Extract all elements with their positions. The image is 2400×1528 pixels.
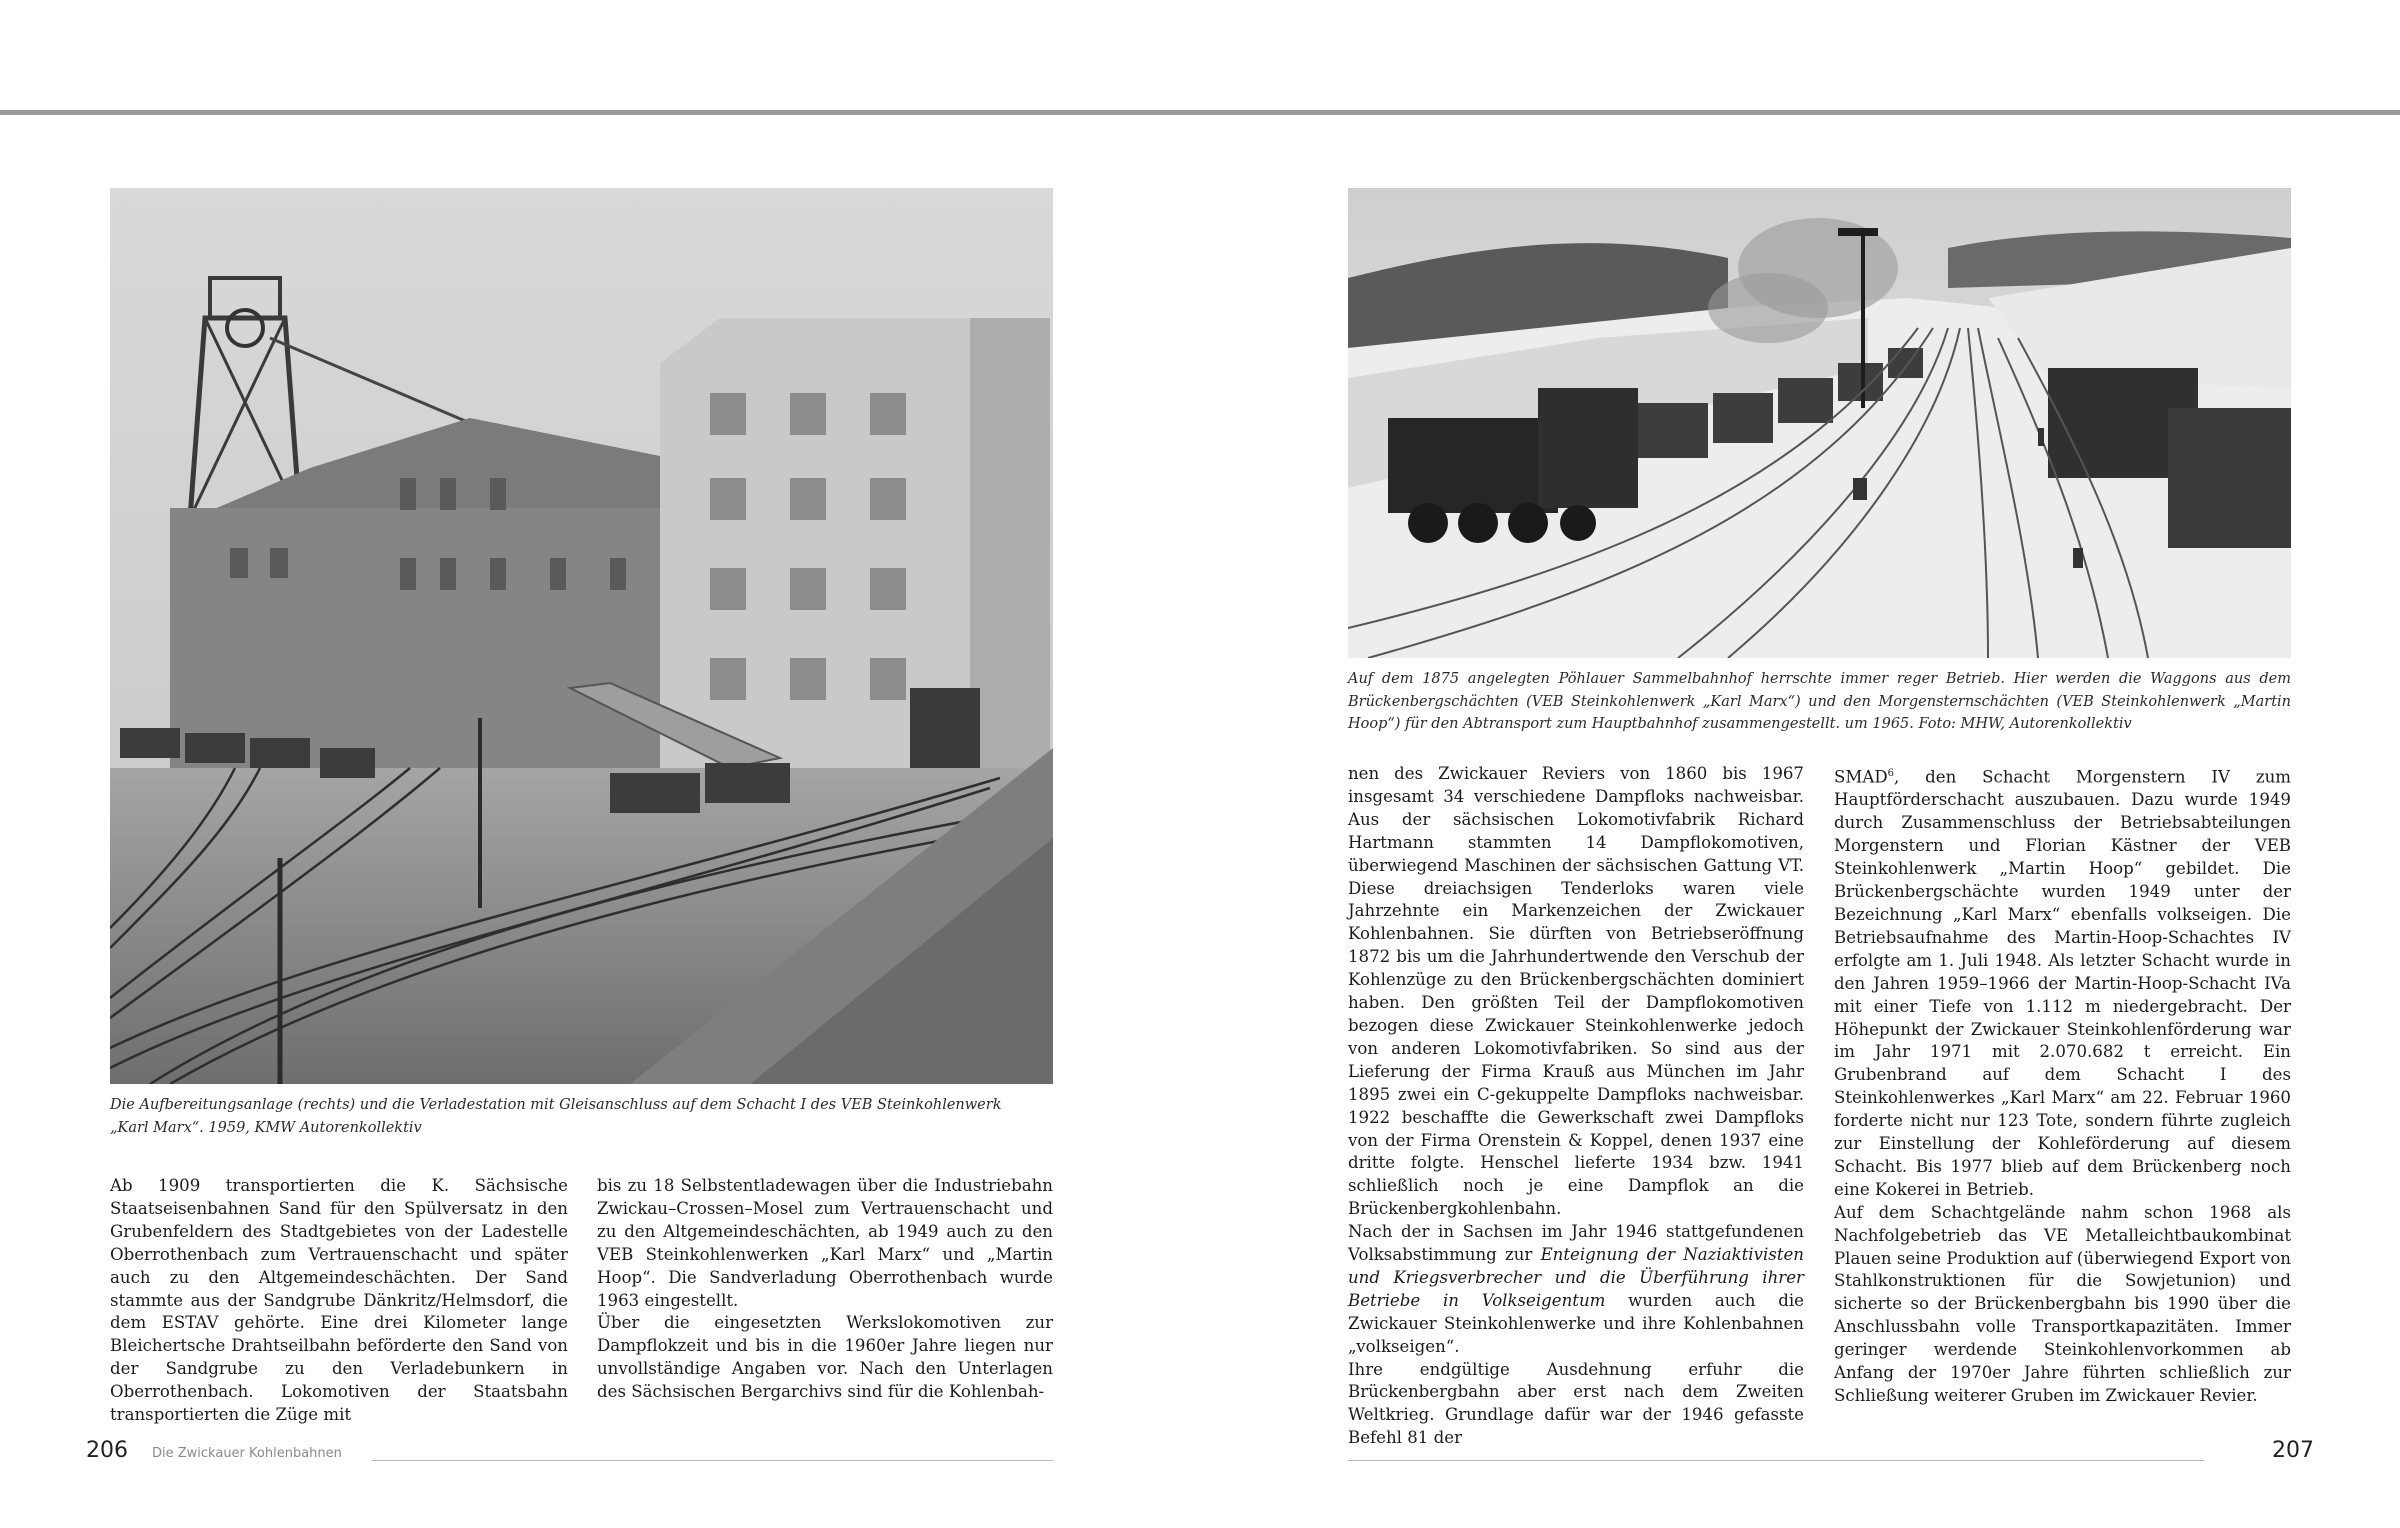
- photo-winter-rail-yard: [1348, 188, 2291, 658]
- footnote-marker: 6: [1887, 768, 1895, 779]
- caption-left-line2: „Karl Marx“. 1959, KMW Autorenkollektiv: [110, 1119, 422, 1136]
- photo-mine-processing-plant: [110, 188, 1053, 1084]
- col3-p2-italic: Enteignung der Naziaktivisten und Kriegsverbrecher und die Überführung ihrer Betriebe in Volkseigentum: [1348, 1245, 1804, 1310]
- col4-p1-smad: SMAD: [1834, 767, 1888, 787]
- photo-caption-right: Auf dem 1875 angelegten Pöhlauer Sammelbahnhof herrschte immer reger Betrieb. Hier werden die Waggons aus dem Brückenbergschächten (VEB Steinkohlenwerk „Karl Marx“) und den Morgensternschächten (VEB Steinkohlenwerk „Martin Hoop“) für den Abtransport zum Hauptbahnhof zusammengestellt. um 1965. Foto: MHW, Autorenkollektiv: [1348, 671, 2291, 732]
- top-bar: [0, 0, 2400, 115]
- running-title: Die Zwickauer Kohlenbahnen: [152, 1446, 342, 1461]
- caption-left-line1: Die Aufbereitungsanlage (rechts) und die Verladestation mit Gleisanschluss auf dem Schacht I des VEB Steinkohlenwerk: [110, 1097, 1002, 1113]
- col4-p1-rest: , den Schacht Morgenstern IV zum Hauptförderschacht auszubauen. Dazu wurde 1949 durch Zusammenschluss der Betriebsabteilungen Morgenstern und Florian Kästner der VEB Steinkohlenwerk „Martin Hoop“ gebildet. Die Brückenbergschächte wurden 1949 unter der Bezeichnung „Karl Marx“ ebenfalls volkseigen. Die Betriebsaufnahme des Martin-Hoop-Schachtes IV erfolgte am 1. Juli 1948. Als letzter Schacht wurde in den Jahren 1959–1966 der Martin-Hoop-Schacht IVa mit einer Tiefe von 1.112 m niedergebracht. Der Höhepunkt der Zwickauer Steinkohlenförderung war im Jahr 1971 mit 2.070.682 t erreicht. Ein Grubenbrand auf dem Schacht I des Steinkohlenwerkes „Karl Marx“ am 22. Februar 1960 forderte nicht nur 123 Tote, sondern führte zugleich zur Einstellung der Kohleförderung auf diesem Schacht. Bis 1977 blieb auf dem Brückenberg noch eine Kokerei in Betrieb.: [1834, 767, 2291, 1199]
- footer-rule-right: [1348, 1460, 2204, 1461]
- paragraph-col3-3: Ihre endgültige Ausdehnung erfuhr die Brückenbergbahn aber erst nach dem Zweiten Weltkrieg. Grundlage dafür war der 1946 gefasste Befehl 81 der: [1348, 1359, 1804, 1448]
- text-column-4: [1834, 763, 2291, 1408]
- photo-caption-left: [110, 1094, 1053, 1139]
- paragraph-col4-2: Auf dem Schachtgelände nahm schon 1968 als Nachfolgebetrieb das VE Metalleichtbaukombinat Plauen seine Produktion auf (überwiegend Export von Stahlkonstruktionen für die Sowjetunion) und sicherte so der Brückenbergbahn bis 1990 über die Anschlussbahn volle Transportkapazitäten. Immer geringer werdende Steinkohlenvorkommen ab Anfang der 1970er Jahre führten schließlich zur Schließung weiterer Gruben im Zwickauer Revier.: [1834, 1202, 2291, 1405]
- text-column-1: [110, 1175, 568, 1427]
- paragraph-col2-1: bis zu 18 Selbstentladewagen über die Industriebahn Zwickau–Crossen–Mosel zum Vertrauenschacht und zu den Altgemeindeschächten, ab 1949 auch zu den VEB Steinkohlenwerken „Karl Marx“ und „Martin Hoop“. Die Sandverladung Oberrothenbach wurde 1963 eingestellt.: [597, 1176, 1053, 1310]
- page-number-right: 207: [2272, 1438, 2314, 1463]
- col3-p2-end: wurden auch die Zwickauer Steinkohlenwerke und ihre Kohlenbahnen „volkseigen“.: [1348, 1290, 1804, 1356]
- text-column-2: [597, 1175, 1053, 1404]
- text-column-3: [1348, 763, 1804, 1450]
- page-number-left: 206: [86, 1438, 128, 1463]
- railyard-photo-illustration: [1348, 188, 2291, 658]
- col3-p2-start: Nach der in Sachsen im Jahr 1946 stattgefundenen Volksabstimmung zur: [1348, 1222, 1804, 1265]
- footer-rule-left: [372, 1460, 1053, 1461]
- paragraph-col2-2: Über die eingesetzten Werkslokomotiven zur Dampflokzeit und bis in die 1960er Jahre liegen nur unvollständige Angaben vor. Nach den Unterlagen des Sächsischen Bergarchivs sind für die Kohlenbah-: [597, 1313, 1053, 1402]
- paragraph-col4-1: [1834, 763, 2291, 1202]
- paragraph-col3-1: nen des Zwickauer Reviers von 1860 bis 1967 insgesamt 34 verschiedene Dampfloks nachweisbar. Aus der sächsischen Lokomotivfabrik Richard Hartmann stammten 14 Dampflokomotiven, überwiegend Maschinen der sächsischen Gattung VT. Diese dreiachsigen Tenderloks waren viele Jahrzehnte ein Markenzeichen der Zwickauer Kohlenbahnen. Sie dürften von Betriebseröffnung 1872 bis um die Jahrhundertwende den Verschub der Kohlenzüge zu den Brückenbergschächten dominiert haben. Den größten Teil der Dampflokomotiven bezogen diese Zwickauer Steinkohlenwerke jedoch von anderen Lokomotivfabriken. So sind aus der Lieferung der Firma Krauß aus München im Jahr 1895 zwei ein C-gekuppelte Dampfloks nachweisbar. 1922 beschaffte die Gewerkschaft zwei Dampfloks von der Firma Orenstein & Koppel, denen 1937 eine dritte folgte. Henschel lieferte 1934 bzw. 1941 schließlich noch je eine Dampflok an die Brückenbergkohlenbahn.: [1348, 764, 1804, 1219]
- mine-photo-illustration: [110, 188, 1053, 1084]
- paragraph-col3-2: [1348, 1221, 1804, 1358]
- paragraph-col1: Ab 1909 transportierten die K. Sächsische Staatseisenbahnen Sand für den Spülversatz in den Grubenfeldern des Stadtgebietes von der Ladestelle Oberrothenbach zum Vertrauenschacht und später auch zu den Altgemeindeschächten. Der Sand stammte aus der Sandgrube Dänkritz/Helmsdorf, die dem ESTAV gehörte. Eine drei Kilometer lange Bleichertsche Drahtseilbahn beförderte den Sand von der Sandgrube zu den Verladebunkern in Oberrothenbach. Lokomotiven der Staatsbahn transportierten die Züge mit: [110, 1176, 568, 1425]
